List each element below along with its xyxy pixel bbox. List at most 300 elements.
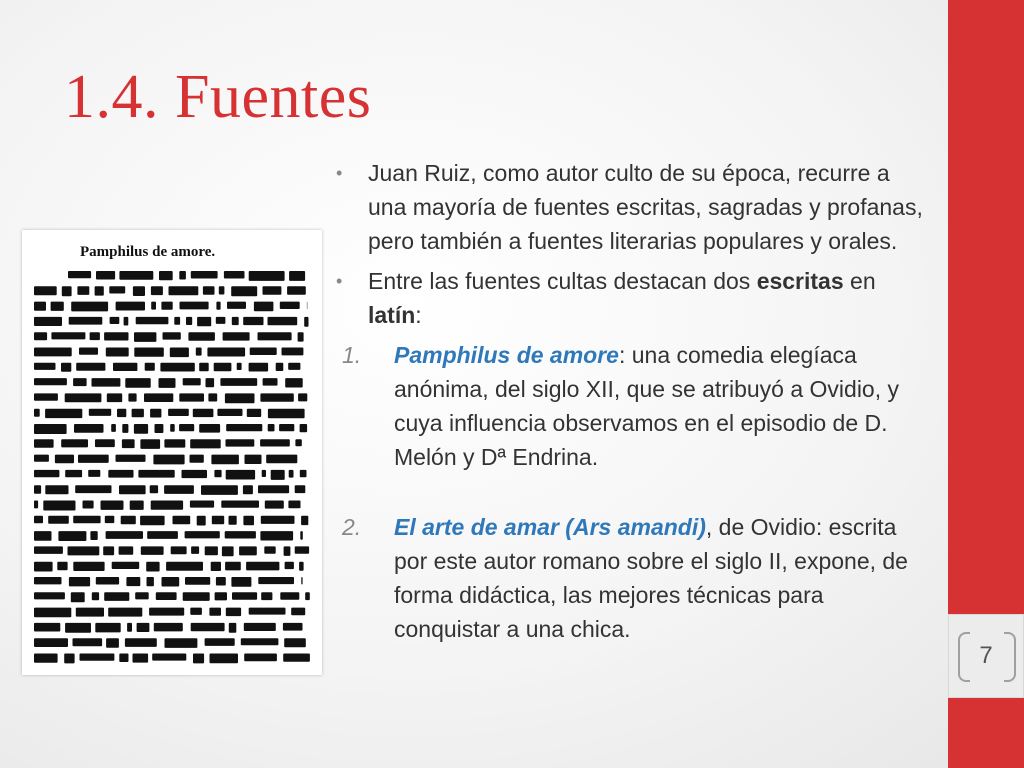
manuscript-word-mark bbox=[61, 363, 71, 372]
manuscript-word-mark bbox=[110, 317, 120, 324]
manuscript-word-mark bbox=[34, 348, 72, 357]
manuscript-word-mark bbox=[205, 638, 235, 646]
manuscript-word-mark bbox=[210, 654, 239, 664]
manuscript-word-mark bbox=[264, 546, 275, 553]
manuscript-word-mark bbox=[226, 608, 241, 617]
manuscript-word-mark bbox=[206, 378, 215, 387]
manuscript-word-mark bbox=[258, 577, 294, 584]
manuscript-word-mark bbox=[51, 332, 85, 339]
manuscript-word-mark bbox=[179, 271, 186, 280]
manuscript-word-mark bbox=[280, 302, 300, 309]
manuscript-word-mark bbox=[263, 286, 282, 295]
manuscript-word-mark bbox=[170, 424, 175, 432]
manuscript-word-mark bbox=[244, 654, 277, 662]
manuscript-word-mark bbox=[169, 286, 199, 295]
manuscript-word-mark bbox=[265, 501, 284, 509]
bullet-text: Juan Ruiz, como autor culto de su época, recurre a una mayoría de fuentes escritas, sagradas y profanas, pero también a fuentes literarias populares y orales. bbox=[368, 160, 923, 254]
manuscript-word-mark bbox=[106, 348, 129, 357]
manuscript-word-mark bbox=[117, 409, 126, 417]
manuscript-word-mark bbox=[61, 439, 88, 447]
manuscript-word-mark bbox=[34, 470, 59, 477]
manuscript-word-mark bbox=[161, 302, 172, 310]
manuscript-word-mark bbox=[226, 424, 262, 431]
manuscript-word-mark bbox=[231, 577, 251, 587]
manuscript-word-mark bbox=[43, 501, 75, 511]
manuscript-word-mark bbox=[73, 562, 104, 571]
manuscript-word-mark bbox=[254, 302, 274, 312]
manuscript-word-mark bbox=[225, 393, 255, 403]
manuscript-word-mark bbox=[193, 409, 214, 417]
manuscript-word-mark bbox=[295, 439, 301, 446]
numbered-item-1 bbox=[334, 338, 934, 474]
manuscript-word-mark bbox=[284, 638, 306, 647]
item-index: 1. bbox=[342, 342, 362, 368]
manuscript-word-mark bbox=[65, 623, 91, 633]
manuscript-word-mark bbox=[75, 485, 111, 493]
manuscript-word-mark bbox=[183, 592, 210, 601]
manuscript-word-mark bbox=[124, 317, 129, 326]
manuscript-word-mark bbox=[111, 424, 116, 432]
bold-word-latin: latín bbox=[368, 302, 416, 328]
manuscript-word-mark bbox=[214, 363, 232, 372]
manuscript-word-mark bbox=[289, 470, 294, 478]
manuscript-word-mark bbox=[58, 531, 86, 541]
manuscript-word-mark bbox=[216, 317, 226, 324]
manuscript-word-mark bbox=[68, 546, 100, 555]
manuscript-word-mark bbox=[193, 654, 204, 664]
manuscript-word-mark bbox=[80, 654, 115, 661]
manuscript-word-mark bbox=[258, 332, 292, 340]
manuscript-word-mark bbox=[136, 317, 169, 324]
manuscript-word-mark bbox=[34, 638, 68, 647]
manuscript-word-mark bbox=[164, 485, 194, 494]
manuscript-word-mark bbox=[107, 393, 122, 402]
manuscript-word-mark bbox=[62, 286, 72, 296]
manuscript-word-mark bbox=[34, 286, 57, 295]
manuscript-word-mark bbox=[171, 546, 187, 554]
manuscript-word-mark bbox=[226, 470, 255, 480]
manuscript-word-mark bbox=[199, 424, 220, 433]
manuscript-word-mark bbox=[262, 470, 266, 477]
manuscript-word-mark bbox=[227, 302, 246, 309]
manuscript-word-mark bbox=[197, 317, 211, 326]
manuscript-word-mark bbox=[65, 470, 82, 477]
manuscript-word-mark bbox=[34, 409, 40, 417]
manuscript-word-mark bbox=[51, 302, 64, 311]
manuscript-word-mark bbox=[125, 378, 150, 388]
manuscript-word-mark bbox=[34, 531, 52, 541]
manuscript-word-mark bbox=[92, 592, 99, 600]
manuscript-word-mark bbox=[122, 424, 128, 433]
work-description: , de Ovidio: escrita por este autor romano sobre el siglo II, expone, de forma didáctica, las mejores técnicas para conquistar a una chica. bbox=[394, 514, 908, 642]
manuscript-word-mark bbox=[69, 577, 90, 586]
numbered-item-2 bbox=[334, 510, 934, 646]
manuscript-word-mark bbox=[137, 623, 150, 632]
manuscript-word-mark bbox=[95, 286, 104, 295]
manuscript-word-mark bbox=[122, 439, 135, 448]
bullet-dot-icon: • bbox=[336, 163, 343, 183]
manuscript-word-mark bbox=[283, 623, 303, 631]
manuscript-word-mark bbox=[134, 332, 156, 342]
bullet-text-middle: en bbox=[843, 268, 876, 294]
manuscript-word-mark bbox=[48, 516, 69, 524]
manuscript-word-mark bbox=[159, 271, 173, 280]
manuscript-word-mark bbox=[151, 286, 163, 295]
manuscript-word-mark bbox=[182, 470, 208, 478]
manuscript-word-mark bbox=[149, 608, 184, 616]
manuscript-word-mark bbox=[186, 317, 192, 325]
manuscript-word-mark bbox=[155, 424, 164, 433]
manuscript-word-mark bbox=[289, 271, 305, 281]
manuscript-word-mark bbox=[185, 577, 210, 585]
manuscript-word-mark bbox=[34, 485, 41, 494]
manuscript-word-mark bbox=[163, 332, 181, 339]
manuscript-word-mark bbox=[34, 439, 54, 448]
manuscript-word-mark bbox=[69, 317, 103, 325]
manuscript-word-mark bbox=[45, 409, 82, 418]
manuscript-word-mark bbox=[152, 654, 186, 661]
manuscript-word-mark bbox=[65, 393, 102, 402]
manuscript-word-mark bbox=[232, 317, 239, 325]
manuscript-word-mark bbox=[71, 302, 108, 312]
manuscript-word-mark bbox=[83, 501, 94, 509]
manuscript-word-mark bbox=[174, 317, 180, 325]
manuscript-word-mark bbox=[127, 623, 132, 632]
manuscript-word-mark bbox=[154, 623, 183, 632]
manuscript-word-mark bbox=[224, 271, 245, 279]
manuscript-caption: Pamphilus de amore. bbox=[80, 244, 216, 260]
manuscript-word-mark bbox=[34, 302, 46, 311]
manuscript-word-mark bbox=[121, 516, 136, 525]
manuscript-word-mark bbox=[90, 332, 100, 340]
manuscript-word-mark bbox=[113, 363, 137, 371]
manuscript-word-mark bbox=[191, 623, 225, 631]
manuscript-word-mark bbox=[214, 470, 221, 477]
manuscript-word-mark bbox=[34, 654, 58, 663]
manuscript-word-mark bbox=[173, 516, 191, 525]
manuscript-word-mark bbox=[190, 455, 204, 463]
manuscript-word-mark bbox=[104, 332, 128, 340]
manuscript-word-mark bbox=[212, 516, 224, 524]
manuscript-word-mark bbox=[199, 363, 209, 372]
manuscript-word-mark bbox=[300, 424, 308, 432]
manuscript-word-mark bbox=[90, 531, 97, 540]
manuscript-word-mark bbox=[276, 363, 284, 371]
manuscript-word-mark bbox=[74, 424, 104, 433]
manuscript-word-mark bbox=[201, 485, 238, 495]
manuscript-word-mark bbox=[92, 378, 121, 387]
manuscript-word-mark bbox=[164, 439, 185, 447]
manuscript-word-mark bbox=[285, 378, 303, 387]
manuscript-word-mark bbox=[119, 546, 134, 554]
bold-word-escritas: escritas bbox=[756, 268, 844, 294]
manuscript-word-mark bbox=[268, 409, 305, 419]
manuscript-word-mark bbox=[162, 577, 180, 587]
bullet-item bbox=[334, 264, 934, 332]
manuscript-word-mark bbox=[260, 531, 293, 540]
manuscript-word-mark bbox=[105, 516, 115, 523]
manuscript-word-mark bbox=[239, 546, 257, 555]
manuscript-word-mark bbox=[217, 409, 242, 416]
manuscript-word-mark bbox=[179, 393, 204, 401]
manuscript-word-mark bbox=[116, 455, 146, 462]
manuscript-word-mark bbox=[298, 393, 307, 401]
manuscript-word-mark bbox=[76, 363, 105, 371]
manuscript-word-mark bbox=[188, 332, 215, 341]
manuscript-word-mark bbox=[104, 592, 129, 601]
manuscript-word-mark bbox=[96, 577, 119, 585]
manuscript-word-mark bbox=[190, 439, 221, 448]
manuscript-word-mark bbox=[156, 592, 177, 600]
work-title: El arte de amar (Ars amandi) bbox=[394, 514, 706, 540]
manuscript-word-mark bbox=[141, 546, 164, 555]
manuscript-word-mark bbox=[144, 393, 173, 402]
manuscript-word-mark bbox=[106, 531, 143, 539]
manuscript-word-mark bbox=[89, 409, 111, 416]
manuscript-word-mark bbox=[237, 363, 242, 370]
manuscript-word-mark bbox=[268, 424, 275, 431]
manuscript-word-mark bbox=[96, 271, 115, 280]
manuscript-word-mark bbox=[165, 638, 198, 648]
manuscript-word-mark bbox=[34, 577, 62, 584]
manuscript-word-mark bbox=[282, 348, 304, 356]
manuscript-word-mark bbox=[283, 654, 310, 662]
manuscript-word-mark bbox=[288, 363, 300, 370]
manuscript-word-mark bbox=[190, 501, 214, 508]
manuscript-word-mark bbox=[130, 501, 144, 510]
work-description: : una comedia elegíaca anónima, del siglo XII, que se atribuyó a Ovidio, y cuya influencia observamos en el episodio de D. Melón y Dª Endrina. bbox=[394, 342, 900, 470]
manuscript-word-mark bbox=[109, 286, 125, 293]
manuscript-word-mark bbox=[34, 501, 38, 509]
manuscript-word-mark bbox=[299, 562, 304, 571]
manuscript-word-mark bbox=[73, 638, 103, 646]
manuscript-word-mark bbox=[271, 470, 285, 480]
slide-content bbox=[334, 156, 934, 646]
manuscript-word-mark bbox=[179, 424, 194, 431]
manuscript-word-mark bbox=[150, 485, 158, 493]
manuscript-word-mark bbox=[247, 409, 261, 417]
manuscript-word-mark bbox=[295, 546, 309, 553]
manuscript-word-mark bbox=[34, 424, 67, 434]
manuscript-word-mark bbox=[249, 271, 285, 281]
manuscript-word-mark bbox=[34, 516, 43, 524]
manuscript-word-mark bbox=[261, 516, 295, 524]
manuscript-word-mark bbox=[243, 485, 253, 494]
manuscript-word-mark bbox=[34, 393, 58, 400]
manuscript-word-mark bbox=[301, 577, 302, 585]
manuscript-word-mark bbox=[285, 562, 294, 569]
manuscript-word-mark bbox=[108, 608, 142, 617]
manuscript-word-mark bbox=[160, 363, 194, 372]
manuscript-word-mark bbox=[288, 501, 300, 509]
manuscript-word-mark bbox=[197, 516, 206, 526]
manuscript-word-mark bbox=[125, 638, 157, 647]
manuscript-word-mark bbox=[159, 378, 176, 388]
manuscript-word-mark bbox=[73, 516, 100, 524]
bullet-dot-icon: • bbox=[336, 271, 343, 291]
manuscript-word-mark bbox=[146, 562, 159, 572]
manuscript-word-mark bbox=[55, 455, 74, 464]
manuscript-word-mark bbox=[221, 501, 259, 508]
manuscript-word-mark bbox=[153, 455, 184, 465]
manuscript-word-mark bbox=[140, 439, 160, 449]
manuscript-word-mark bbox=[205, 546, 218, 555]
manuscript-scan-image bbox=[22, 230, 322, 675]
manuscript-word-mark bbox=[76, 608, 104, 617]
manuscript-word-mark bbox=[244, 623, 276, 631]
manuscript-word-mark bbox=[226, 439, 255, 446]
item-index: 2. bbox=[342, 514, 362, 540]
manuscript-word-mark bbox=[64, 654, 74, 664]
manuscript-word-mark bbox=[147, 577, 154, 586]
manuscript-word-mark bbox=[34, 608, 71, 618]
manuscript-word-mark bbox=[73, 378, 87, 386]
manuscript-word-mark bbox=[133, 654, 149, 663]
bullet-item bbox=[334, 156, 934, 258]
manuscript-word-mark bbox=[34, 623, 60, 632]
manuscript-word-mark bbox=[78, 455, 109, 463]
manuscript-word-mark bbox=[291, 608, 305, 616]
manuscript-word-mark bbox=[250, 348, 277, 356]
manuscript-word-mark bbox=[134, 348, 164, 357]
manuscript-word-mark bbox=[220, 378, 257, 386]
manuscript-word-mark bbox=[232, 592, 257, 599]
manuscript-word-mark bbox=[79, 348, 98, 355]
manuscript-word-mark bbox=[216, 302, 220, 310]
manuscript-word-mark bbox=[249, 363, 269, 372]
manuscript-word-mark bbox=[151, 501, 183, 510]
manuscript-word-mark bbox=[196, 348, 202, 356]
manuscript-word-mark bbox=[295, 485, 306, 493]
manuscript-word-mark bbox=[223, 332, 250, 340]
manuscript-word-mark bbox=[116, 302, 145, 311]
manuscript-word-mark bbox=[301, 516, 308, 525]
slide-title: 1.4. Fuentes bbox=[64, 63, 372, 131]
manuscript-word-mark bbox=[284, 546, 291, 556]
manuscript-word-mark bbox=[138, 470, 174, 478]
manuscript-word-mark bbox=[108, 470, 133, 478]
manuscript-word-mark bbox=[279, 424, 294, 431]
manuscript-word-mark bbox=[229, 623, 237, 633]
manuscript-word-mark bbox=[95, 623, 120, 633]
manuscript-word-mark bbox=[103, 546, 114, 555]
manuscript-word-mark bbox=[243, 516, 254, 525]
manuscript-word-mark bbox=[298, 332, 304, 341]
manuscript-word-mark bbox=[95, 439, 115, 447]
manuscript-word-mark bbox=[166, 562, 203, 571]
manuscript-word-mark bbox=[225, 562, 241, 571]
manuscript-word-mark bbox=[34, 546, 63, 554]
manuscript-word-mark bbox=[258, 485, 289, 493]
manuscript-word-mark bbox=[140, 516, 165, 526]
manuscript-word-mark bbox=[147, 531, 178, 539]
page-number: 7 bbox=[979, 642, 993, 669]
manuscript-word-mark bbox=[305, 592, 310, 600]
manuscript-word-mark bbox=[183, 378, 201, 385]
manuscript-word-mark bbox=[268, 317, 298, 325]
manuscript-word-mark bbox=[71, 592, 85, 602]
manuscript-word-mark bbox=[128, 393, 136, 401]
manuscript-word-mark bbox=[170, 348, 189, 358]
manuscript-word-mark bbox=[246, 562, 279, 571]
manuscript-word-mark bbox=[45, 485, 68, 494]
manuscript-word-mark bbox=[203, 286, 215, 294]
manuscript-word-mark bbox=[263, 378, 278, 386]
manuscript-word-mark bbox=[88, 470, 100, 477]
bullet-text-after: : bbox=[415, 302, 422, 328]
manuscript-word-mark bbox=[106, 638, 119, 648]
manuscript-word-mark bbox=[132, 409, 144, 418]
manuscript-word-mark bbox=[151, 302, 156, 310]
manuscript-word-mark bbox=[208, 393, 217, 401]
manuscript-word-mark bbox=[231, 286, 257, 296]
manuscript-word-mark bbox=[243, 317, 263, 325]
manuscript-word-mark bbox=[287, 286, 306, 294]
manuscript-word-mark bbox=[185, 531, 220, 538]
manuscript-word-mark bbox=[211, 562, 221, 571]
manuscript-word-mark bbox=[245, 455, 262, 464]
manuscript-text-lines bbox=[22, 230, 322, 675]
manuscript-word-mark bbox=[215, 592, 227, 600]
manuscript-word-mark bbox=[34, 317, 62, 326]
manuscript-word-mark bbox=[219, 286, 225, 294]
manuscript-word-mark bbox=[34, 332, 47, 340]
manuscript-word-mark bbox=[211, 455, 239, 465]
manuscript-word-mark bbox=[126, 577, 140, 586]
manuscript-word-mark bbox=[216, 577, 226, 586]
manuscript-word-mark bbox=[150, 409, 161, 418]
manuscript-word-mark bbox=[77, 286, 89, 295]
manuscript-word-mark bbox=[34, 378, 67, 385]
manuscript-word-mark bbox=[119, 654, 128, 663]
manuscript-word-mark bbox=[34, 562, 53, 572]
manuscript-word-mark bbox=[34, 592, 65, 599]
manuscript-word-mark bbox=[260, 439, 290, 446]
bullet-text-before: Entre las fuentes cultas destacan dos bbox=[368, 268, 757, 294]
manuscript-word-mark bbox=[207, 348, 245, 357]
manuscript-word-mark bbox=[249, 608, 286, 615]
manuscript-word-mark bbox=[133, 286, 145, 296]
manuscript-word-mark bbox=[135, 592, 149, 599]
manuscript-word-mark bbox=[280, 592, 299, 600]
manuscript-word-mark bbox=[304, 317, 308, 327]
manuscript-word-mark bbox=[300, 531, 303, 540]
manuscript-word-mark bbox=[191, 271, 218, 279]
manuscript-word-mark bbox=[119, 271, 153, 280]
manuscript-word-mark bbox=[180, 302, 209, 310]
manuscript-word-mark bbox=[57, 562, 67, 571]
manuscript-word-mark bbox=[229, 516, 237, 525]
manuscript-word-mark bbox=[191, 546, 199, 554]
manuscript-word-mark bbox=[119, 485, 146, 494]
manuscript-word-mark bbox=[145, 363, 155, 371]
manuscript-word-mark bbox=[260, 393, 293, 401]
manuscript-word-mark bbox=[222, 546, 234, 556]
manuscript-word-mark bbox=[112, 562, 140, 569]
manuscript-word-mark bbox=[134, 424, 148, 434]
manuscript-word-mark bbox=[168, 409, 189, 416]
manuscript-word-mark bbox=[225, 531, 256, 538]
manuscript-word-mark bbox=[261, 592, 272, 600]
manuscript-word-mark bbox=[101, 501, 124, 510]
manuscript-word-mark bbox=[190, 608, 202, 615]
work-title: Pamphilus de amore bbox=[394, 342, 619, 368]
manuscript-word-mark bbox=[266, 455, 297, 464]
manuscript-word-mark bbox=[34, 363, 56, 370]
page-number-badge bbox=[948, 614, 1024, 698]
manuscript-word-mark bbox=[300, 470, 307, 477]
manuscript-word-mark bbox=[209, 608, 221, 616]
